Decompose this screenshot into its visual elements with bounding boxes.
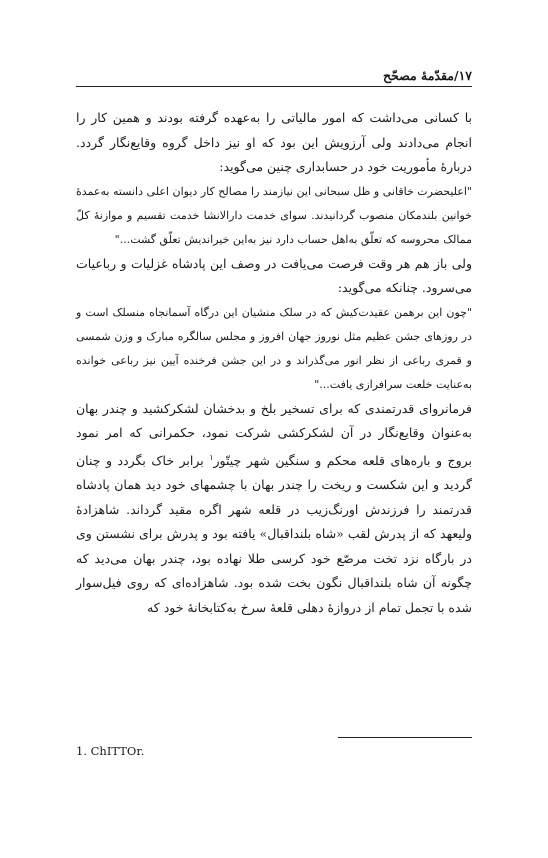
header-divider — [76, 86, 472, 87]
paragraph-text: فرمانروای قدرتمندی که برای تسخیر بلخ و بدخشان لشکرکشید و چندر بهان به‌عنوان وقایع‌نگار در آن لشکرکشی شرکت نمود، حکمرانی که امر نمود بروج و باره‌های قلعه محکم و سنگین شهر چیتّور — [76, 400, 472, 468]
body-paragraph: ولی باز هم هر وقت فرصت می‌یافت در وصف این پادشاه غزلیات و رباعیات می‌سرود. چنانکه می‌گوید: — [76, 255, 472, 295]
footnote-reference: ۱ — [209, 452, 214, 462]
body-paragraph — [76, 397, 472, 621]
body-paragraph: با کسانی می‌داشت که امور مالیاتی را به‌عهده گرفته بودند و همین کار را انجام می‌دادند ولی آرزویش این بود که او نیز داخل گروه وقایع‌نگار گردد. دربارهٔ مأموریت خود در حسابداری چنین می‌گوید: — [76, 110, 472, 174]
block-quote: "چون این برهمن عقیدت‌کیش که در سلک منشیان این درگاه آسمانجاه منسلک است و در روزهای جشن عظیم مثل نوروز جهان افروز و مجلس سالگره مبارک و وزن شمسی و قمری رباعی از نظر انور می‌گذراند و در این جشن فرخنده آیین نیز رباعی خوانده به‌عنایت خلعت سرافرازی یافت..." — [76, 305, 472, 391]
footnote-divider — [338, 737, 472, 738]
paragraph-text: برابر خاک بگردد و چنان گردید و این شکست و ریخت را چندر بهان با چشمهای خود دید همان پادشاه قدرتمند را فرزندش اورنگ‌زیب در قلعه شهر اگره مقید گرداند. شاهزادهٔ ولیعهد که از پدرش لقب «شاه بلنداقبال» یافته بود و پدرش برای نشستن وی در بارگاه نزد تخت مرصّع خود کرسی طلا نهاده بود، چندر بهان می‌دید که چگونه آن شاه بلنداقبال نگون بخت شده بود. شاهزاده‌ای که روی فیل‌سوار شده با تجمل تمام از دروازهٔ دهلی قلعهٔ سرخ به‌کتابخانهٔ خود که — [76, 452, 472, 615]
running-header: ۱۷/مقدّمهٔ مصحّح — [382, 68, 472, 83]
footnote: 1. ChITTOr. — [76, 744, 145, 758]
page-body — [76, 106, 472, 620]
block-quote: "اعلیحضرت خاقانی و ظل سبحانی این نیازمند را مصالح کار دیوان اعلی دانسته به‌عمدهٔ خوانین بلندمکان منصوب گردانیدند. سوای خدمت دارالانشا خدمت تقسیم و موازنهٔ کلّ ممالک محروسه که تعلّق به‌اهل حساب دارد نیز به‌این خیراندیش تعلّق گشت..." — [76, 184, 472, 246]
